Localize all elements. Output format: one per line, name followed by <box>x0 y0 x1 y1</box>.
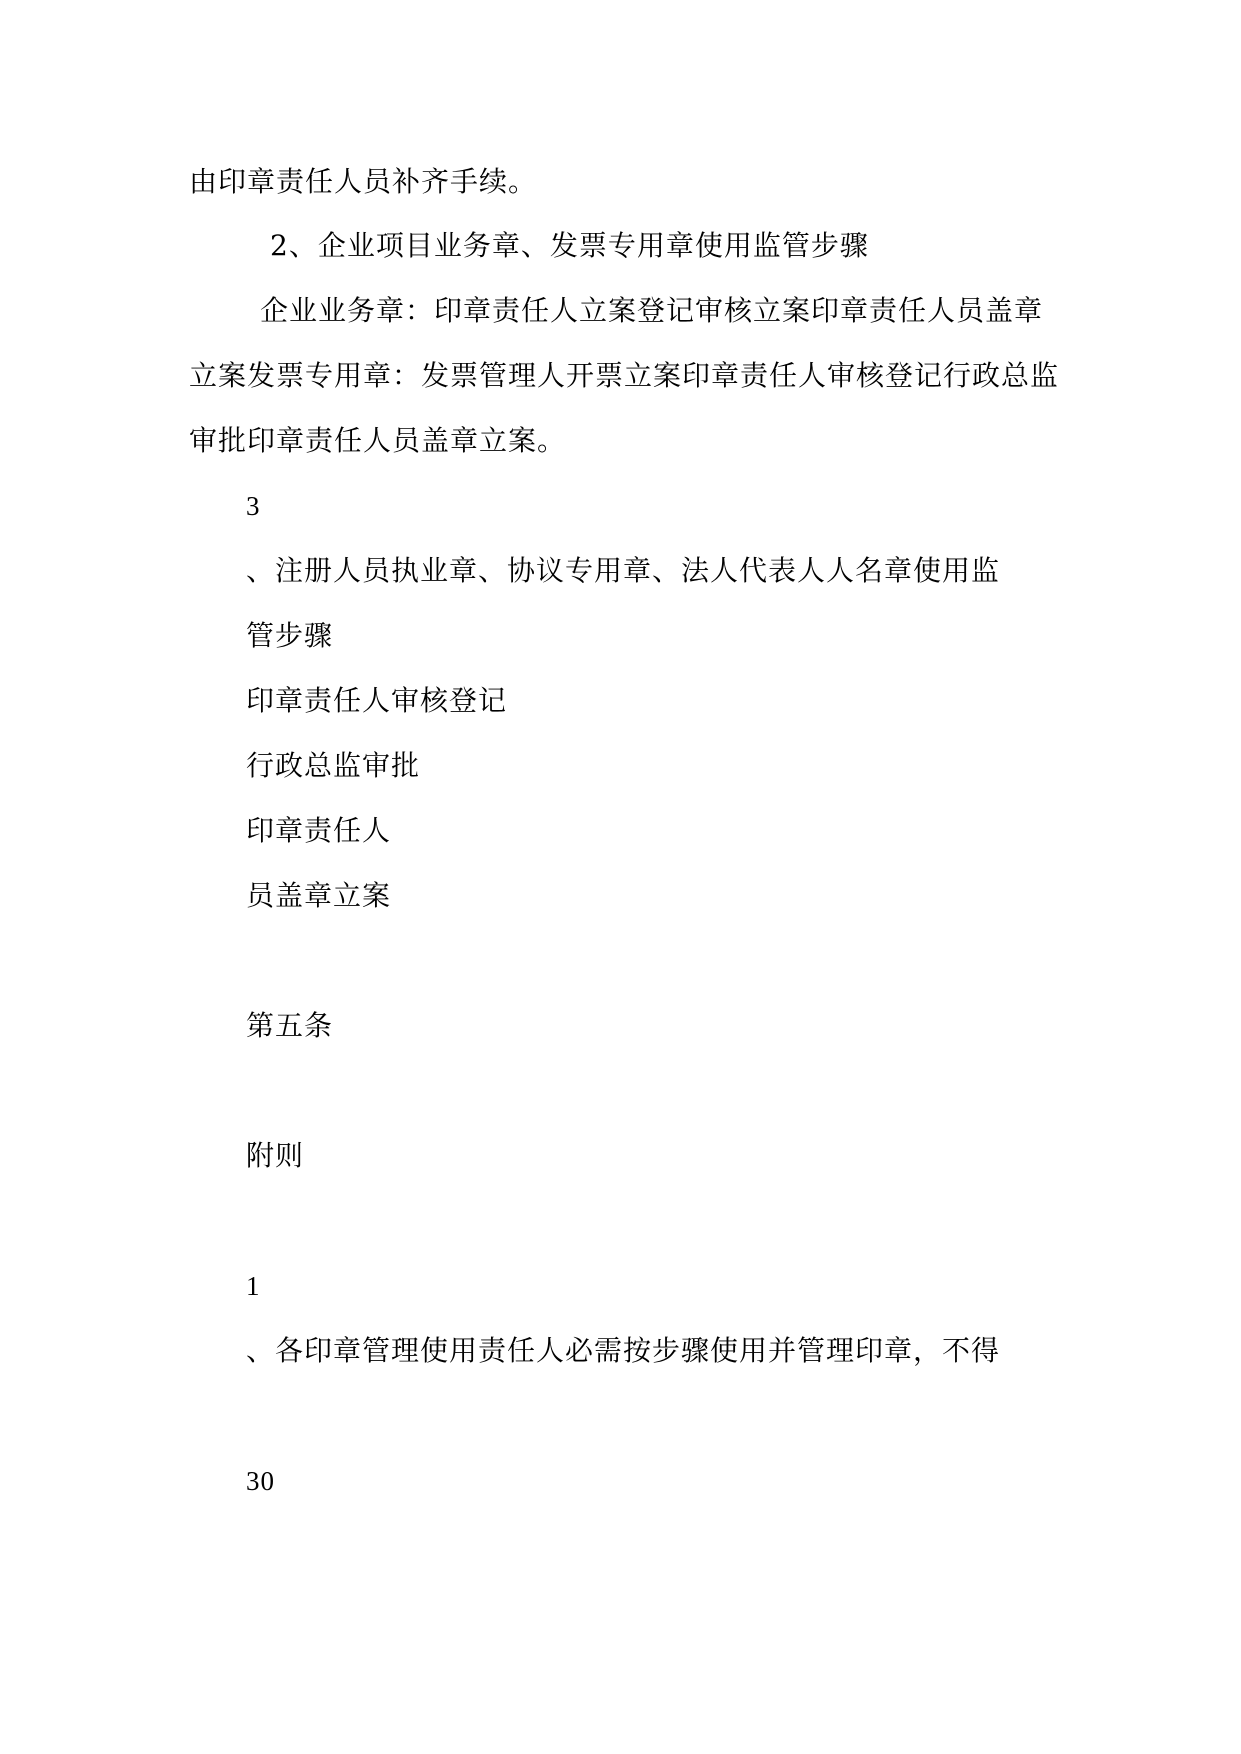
body-line: 审批印章责任人员盖章立案。 <box>189 424 567 457</box>
section-heading: 、注册人员执业章、协议专用章、法人代表人人名章使用监 <box>246 554 1001 587</box>
body-line: 立案发票专用章：发票管理人开票立案印章责任人审核登记行政总监 <box>189 359 1060 392</box>
section-heading: 2、企业项目业务章、发票专用章使用监管步骤 <box>270 229 869 262</box>
section-heading: 管步骤 <box>246 619 334 652</box>
list-number: 1 <box>246 1271 261 1301</box>
body-line: 员盖章立案 <box>246 879 392 912</box>
body-line: 企业业务章：印章责任人立案登记审核立案印章责任人员盖章 <box>260 294 1044 327</box>
article-title: 附则 <box>246 1139 305 1172</box>
page-number: 30 <box>246 1466 275 1496</box>
body-line: 、各印章管理使用责任人必需按步骤使用并管理印章，不得 <box>246 1334 1001 1367</box>
body-line: 行政总监审批 <box>246 749 421 782</box>
list-number: 3 <box>246 491 261 521</box>
body-line: 印章责任人审核登记 <box>246 684 508 717</box>
body-line: 由印章责任人员补齐手续。 <box>189 165 538 198</box>
body-line: 印章责任人 <box>246 814 392 847</box>
article-heading: 第五条 <box>246 1009 334 1042</box>
